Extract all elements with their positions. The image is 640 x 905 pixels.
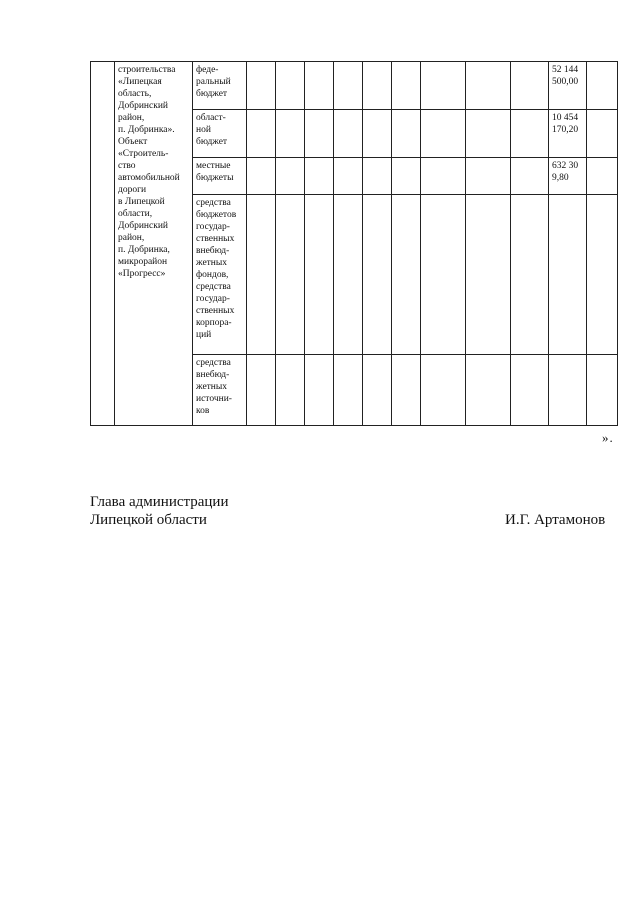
total-cell bbox=[549, 355, 587, 426]
total-value: 52 144 500,00 bbox=[552, 65, 579, 87]
closing-quote-mark: ». bbox=[602, 430, 614, 445]
total-value: 632 30 9,80 bbox=[552, 161, 579, 183]
funding-source-cell bbox=[193, 158, 247, 195]
funding-source-cell bbox=[193, 110, 247, 158]
total-cell bbox=[549, 110, 587, 158]
total-cell bbox=[549, 195, 587, 355]
funding-source-cell bbox=[193, 195, 247, 355]
number-cell bbox=[91, 62, 115, 426]
object-description: строительства «Липецкая область, Добринский район, п. Добринка». Объект «Строитель- ство автомобильной дороги в Липецкой области, Добринский район, п. Добринка, микрорайон «Прогресс» bbox=[118, 65, 180, 279]
signatory-title-line1: Глава администрации bbox=[90, 494, 229, 510]
funding-source: област- ной бюджет bbox=[196, 113, 228, 147]
funding-source: средства внебюд- жетных источни- ков bbox=[196, 358, 232, 416]
funding-source: феде- ральный бюджет bbox=[196, 65, 231, 99]
object-description-cell bbox=[115, 62, 193, 426]
total-cell bbox=[549, 62, 587, 110]
funding-source: средства бюджетов государ- ственных внебюд- жетных фондов, средства государ- ственных корпора- ций bbox=[196, 198, 237, 340]
signatory-title bbox=[90, 493, 228, 529]
budget-table bbox=[90, 61, 618, 426]
funding-source-cell bbox=[193, 62, 247, 110]
funding-source: местные бюджеты bbox=[196, 161, 234, 183]
signatory-name: И.Г. Артамонов bbox=[505, 512, 606, 528]
table-row bbox=[91, 62, 618, 110]
funding-source-cell bbox=[193, 355, 247, 426]
total-value: 10 454 170,20 bbox=[552, 113, 579, 135]
total-cell bbox=[549, 158, 587, 195]
signatory-title-line2: Липецкой области bbox=[90, 512, 207, 528]
